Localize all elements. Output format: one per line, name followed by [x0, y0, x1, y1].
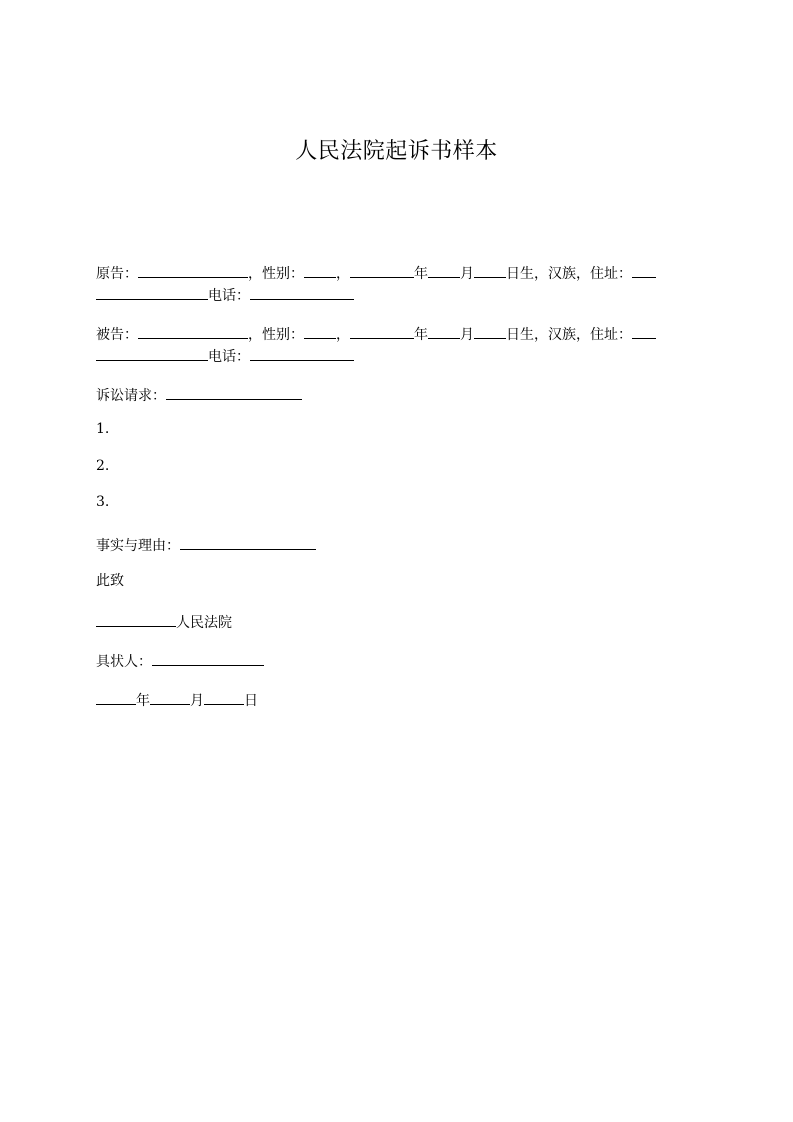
defendant-phone-blank [250, 345, 354, 361]
defendant-comma: ， [336, 327, 350, 343]
plaintiff-line-1 [96, 262, 656, 283]
plaintiff-phone-label: 电话： [208, 288, 250, 304]
facts-blank [180, 534, 316, 550]
document-title: 人民法院起诉书样本 [295, 139, 498, 164]
defendant-year-label: 年 [414, 327, 428, 343]
date-line [96, 689, 258, 710]
defendant-address-blank [632, 323, 656, 339]
plaintiff-year-blank [350, 262, 414, 278]
plaintiff-label: 原告： [96, 266, 138, 282]
defendant-address-blank-2 [96, 345, 208, 361]
plaintiff-phone-blank [250, 284, 354, 300]
facts-label: 事实与理由： [96, 538, 180, 554]
court-suffix: 人民法院 [176, 615, 232, 631]
defendant-born-address-label: 日生，汉族，住址： [506, 327, 632, 343]
plaintiff-address-blank [632, 262, 656, 278]
defendant-year-blank [350, 323, 414, 339]
plaintiff-month-label: 月 [460, 266, 474, 282]
plaintiff-line-2 [96, 284, 354, 305]
claims-blank [166, 384, 302, 400]
facts-line [96, 534, 316, 555]
plaintiff-day-blank [474, 262, 506, 278]
court-line [96, 611, 232, 632]
claims-line [96, 384, 302, 405]
plaintiff-born-address-label: 日生，汉族，住址： [506, 266, 632, 282]
date-day-label: 日 [244, 693, 258, 709]
plaintiff-gender-label: ，性别： [248, 266, 304, 282]
plaintiff-gender-blank [304, 262, 336, 278]
claims-label: 诉讼请求： [96, 388, 166, 404]
signer-label: 具状人： [96, 654, 152, 670]
date-year-label: 年 [136, 693, 150, 709]
greeting-line: 此致 [96, 573, 124, 589]
defendant-label: 被告： [96, 327, 138, 343]
date-month-blank [150, 689, 190, 705]
claim-item-2: 2. [96, 458, 110, 474]
plaintiff-address-blank-2 [96, 284, 208, 300]
claim-item-1: 1. [96, 421, 110, 437]
date-month-label: 月 [190, 693, 204, 709]
signer-line [96, 650, 264, 671]
defendant-phone-label: 电话： [208, 349, 250, 365]
date-year-blank [96, 689, 136, 705]
plaintiff-month-blank [428, 262, 460, 278]
plaintiff-name-blank [138, 262, 248, 278]
defendant-month-blank [428, 323, 460, 339]
defendant-gender-label: ，性别： [248, 327, 304, 343]
court-name-blank [96, 611, 176, 627]
defendant-line-2 [96, 345, 354, 366]
defendant-name-blank [138, 323, 248, 339]
signer-blank [152, 650, 264, 666]
plaintiff-comma: ， [336, 266, 350, 282]
date-day-blank [204, 689, 244, 705]
defendant-line-1 [96, 323, 656, 344]
defendant-gender-blank [304, 323, 336, 339]
claim-item-3: 3. [96, 494, 110, 510]
plaintiff-year-label: 年 [414, 266, 428, 282]
defendant-month-label: 月 [460, 327, 474, 343]
defendant-day-blank [474, 323, 506, 339]
